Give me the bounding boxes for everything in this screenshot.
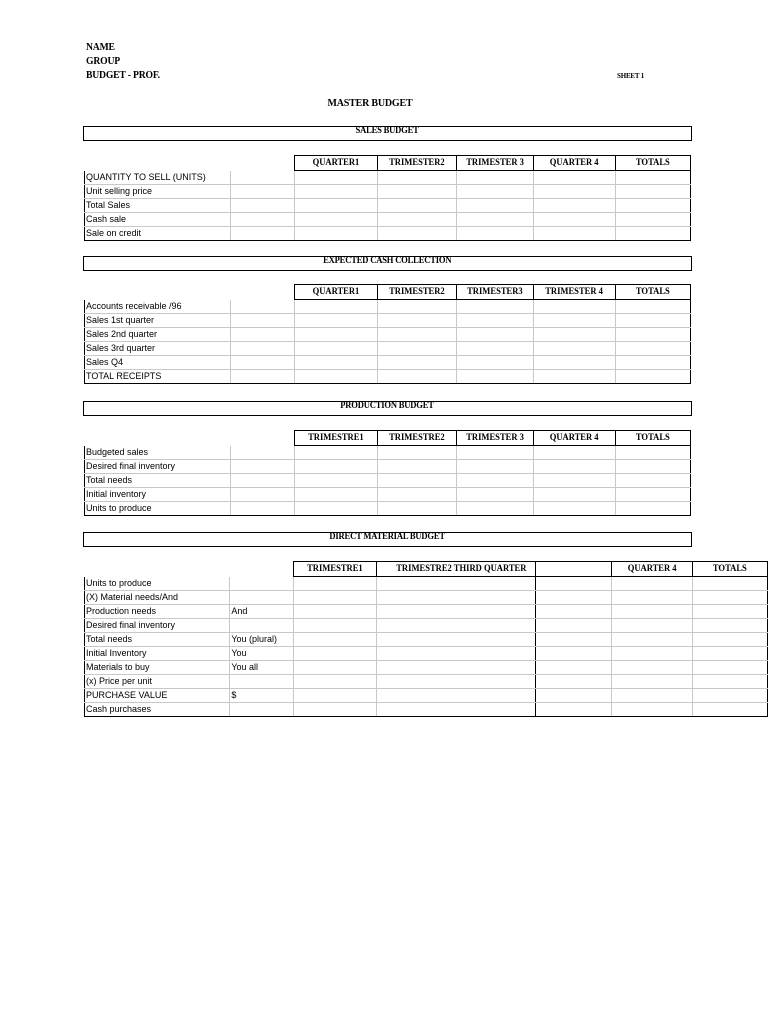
table-row	[85, 619, 768, 633]
value-cell[interactable]	[378, 213, 457, 227]
column-header-label: TRIMESTRE2 THIRD QUARTER	[396, 564, 527, 574]
row-note	[230, 577, 294, 591]
table-row	[85, 370, 691, 384]
table-row	[85, 647, 768, 661]
row-note	[231, 185, 295, 199]
row-label: Desired final inventory	[85, 619, 230, 633]
value-cell[interactable]	[534, 474, 616, 488]
value-cell[interactable]	[611, 647, 693, 661]
row-note	[231, 171, 295, 185]
column-header-label: TRIMESTER 3	[466, 433, 524, 443]
row-label: Cash purchases	[85, 703, 230, 717]
value-cell[interactable]	[376, 703, 535, 717]
value-cell[interactable]	[295, 227, 378, 241]
material-header-row	[85, 562, 768, 577]
value-cell[interactable]	[295, 328, 378, 342]
column-header	[457, 431, 534, 446]
value-cell[interactable]	[611, 577, 693, 591]
value-cell[interactable]	[294, 619, 377, 633]
table-row	[85, 227, 691, 241]
row-label: Total needs	[85, 474, 231, 488]
row-note	[231, 328, 295, 342]
column-header-label: TRIMESTRE1	[307, 564, 363, 574]
value-cell[interactable]	[378, 460, 457, 474]
production-budget-table	[84, 430, 691, 516]
value-cell[interactable]	[295, 300, 378, 314]
value-cell[interactable]	[378, 314, 457, 328]
row-note	[231, 488, 295, 502]
row-note	[231, 474, 295, 488]
table-row	[85, 446, 691, 460]
value-cell[interactable]	[534, 460, 616, 474]
value-cell[interactable]	[616, 314, 691, 328]
value-cell[interactable]	[535, 605, 611, 619]
column-header-label: TRIMESTER2	[389, 158, 445, 168]
column-header-label: TRIMESTER 3	[466, 158, 524, 168]
table-row	[85, 199, 691, 213]
table-row	[85, 213, 691, 227]
value-cell[interactable]	[616, 328, 691, 342]
row-label: QUANTITY TO SELL (UNITS)	[85, 171, 231, 185]
column-header	[378, 156, 457, 171]
row-label: Desired final inventory	[85, 460, 231, 474]
value-cell[interactable]	[693, 605, 768, 619]
column-header	[376, 562, 535, 577]
value-cell[interactable]	[534, 199, 616, 213]
direct-material-table	[84, 561, 768, 717]
row-label: Budgeted sales	[85, 446, 231, 460]
value-cell[interactable]	[457, 227, 534, 241]
table-row	[85, 488, 691, 502]
value-cell[interactable]	[535, 633, 611, 647]
value-cell[interactable]	[611, 675, 693, 689]
value-cell[interactable]	[295, 488, 378, 502]
column-header	[534, 285, 616, 300]
row-note	[231, 213, 295, 227]
row-label: Units to produce	[85, 502, 231, 516]
value-cell[interactable]	[535, 689, 611, 703]
table-row	[85, 502, 691, 516]
row-label: Sales 2nd quarter	[85, 328, 231, 342]
column-header	[616, 156, 691, 171]
value-cell[interactable]	[295, 460, 378, 474]
row-label: (x) Price per unit	[85, 675, 230, 689]
value-cell[interactable]	[294, 647, 377, 661]
value-cell[interactable]	[294, 605, 377, 619]
value-cell[interactable]	[295, 342, 378, 356]
value-cell[interactable]	[611, 703, 693, 717]
value-cell[interactable]	[535, 675, 611, 689]
row-label: Production needs	[85, 605, 230, 619]
value-cell[interactable]	[534, 488, 616, 502]
value-cell[interactable]	[378, 488, 457, 502]
value-cell[interactable]	[693, 647, 768, 661]
column-header-label: QUARTER 4	[550, 158, 599, 168]
value-cell[interactable]	[693, 661, 768, 675]
collection-header-row	[85, 285, 691, 300]
value-cell[interactable]	[295, 314, 378, 328]
value-cell[interactable]	[693, 703, 768, 717]
value-cell[interactable]	[294, 675, 377, 689]
row-label: Total needs	[85, 633, 230, 647]
value-cell[interactable]	[457, 446, 534, 460]
value-cell[interactable]	[611, 591, 693, 605]
column-header	[616, 285, 691, 300]
column-header-label: QUARTER 4	[627, 564, 677, 574]
row-note	[230, 619, 294, 633]
column-header	[457, 156, 534, 171]
value-cell[interactable]	[611, 605, 693, 619]
value-cell[interactable]	[378, 370, 457, 384]
row-note	[230, 675, 294, 689]
value-cell[interactable]	[457, 460, 534, 474]
value-cell[interactable]	[376, 619, 535, 633]
direct-material-title: DIRECT MATERIAL BUDGET	[329, 532, 446, 542]
blank-cell	[231, 285, 295, 300]
value-cell[interactable]	[616, 300, 691, 314]
value-cell[interactable]	[616, 370, 691, 384]
table-row	[85, 474, 691, 488]
value-cell[interactable]	[378, 199, 457, 213]
value-cell[interactable]	[693, 619, 768, 633]
cash-collection-table	[84, 284, 691, 384]
value-cell[interactable]	[295, 199, 378, 213]
sales-budget-title: SALES BUDGET	[355, 126, 420, 136]
table-row	[85, 314, 691, 328]
column-header-label: TOTALS	[636, 433, 670, 443]
column-header-label: TRIMESTER 4	[545, 287, 604, 297]
value-cell[interactable]	[376, 675, 535, 689]
row-label: PURCHASE VALUE	[85, 689, 230, 703]
value-cell[interactable]	[616, 356, 691, 370]
value-cell[interactable]	[376, 647, 535, 661]
value-cell[interactable]	[457, 370, 534, 384]
value-cell[interactable]	[534, 342, 616, 356]
value-cell[interactable]	[376, 689, 535, 703]
value-cell[interactable]	[295, 370, 378, 384]
value-cell[interactable]	[294, 703, 377, 717]
column-header	[534, 431, 616, 446]
value-cell[interactable]	[457, 488, 534, 502]
sales-header-row	[85, 156, 691, 171]
value-cell[interactable]	[457, 213, 534, 227]
table-row	[85, 661, 768, 675]
value-cell[interactable]	[457, 356, 534, 370]
column-header	[611, 562, 693, 577]
column-header	[693, 562, 768, 577]
value-cell[interactable]	[693, 689, 768, 703]
value-cell[interactable]	[378, 328, 457, 342]
table-row	[85, 185, 691, 199]
value-cell[interactable]	[378, 356, 457, 370]
row-label: (X) Material needs/And	[85, 591, 230, 605]
value-cell[interactable]	[294, 689, 377, 703]
row-label: Sales 3rd quarter	[85, 342, 231, 356]
blank-cell	[85, 431, 231, 446]
value-cell[interactable]	[295, 446, 378, 460]
value-cell[interactable]	[535, 619, 611, 633]
row-note	[231, 460, 295, 474]
value-cell[interactable]	[693, 633, 768, 647]
row-label: Accounts receivable /96	[85, 300, 231, 314]
value-cell[interactable]	[534, 300, 616, 314]
value-cell[interactable]	[457, 199, 534, 213]
value-cell[interactable]	[378, 474, 457, 488]
table-row	[85, 460, 691, 474]
name-label: NAME	[86, 42, 115, 53]
blank-cell	[231, 156, 295, 171]
value-cell[interactable]	[378, 171, 457, 185]
column-header-label: TRIMESTRE1	[308, 433, 364, 443]
column-header	[616, 431, 691, 446]
row-label: Materials to buy	[85, 661, 230, 675]
value-cell[interactable]	[295, 185, 378, 199]
production-header-row	[85, 431, 691, 446]
value-cell[interactable]	[457, 342, 534, 356]
value-cell[interactable]	[457, 474, 534, 488]
row-note	[231, 227, 295, 241]
value-cell[interactable]	[457, 502, 534, 516]
column-header-label: TRIMESTRE2	[389, 433, 445, 443]
sales-budget-table	[84, 155, 691, 241]
column-header	[295, 285, 378, 300]
value-cell[interactable]	[294, 591, 377, 605]
value-cell[interactable]	[611, 661, 693, 675]
table-row	[85, 328, 691, 342]
value-cell[interactable]	[616, 342, 691, 356]
direct-material-banner	[83, 532, 692, 547]
value-cell[interactable]	[693, 577, 768, 591]
value-cell[interactable]	[534, 328, 616, 342]
value-cell[interactable]	[294, 633, 377, 647]
row-note: $	[230, 689, 294, 703]
table-row	[85, 689, 768, 703]
value-cell[interactable]	[693, 675, 768, 689]
row-note: You all	[230, 661, 294, 675]
column-header	[378, 431, 457, 446]
value-cell[interactable]	[378, 342, 457, 356]
value-cell[interactable]	[535, 591, 611, 605]
value-cell[interactable]	[534, 502, 616, 516]
column-header	[295, 156, 378, 171]
column-header-label: QUARTER1	[312, 158, 360, 168]
value-cell[interactable]	[535, 703, 611, 717]
column-header	[295, 431, 378, 446]
value-cell[interactable]	[457, 185, 534, 199]
value-cell[interactable]	[457, 314, 534, 328]
row-label: TOTAL RECEIPTS	[85, 370, 231, 384]
column-header	[535, 562, 611, 577]
column-header-label: TRIMESTER3	[467, 287, 523, 297]
value-cell[interactable]	[693, 591, 768, 605]
value-cell[interactable]	[616, 171, 691, 185]
value-cell[interactable]	[378, 446, 457, 460]
blank-cell	[85, 285, 231, 300]
value-cell[interactable]	[616, 502, 691, 516]
value-cell[interactable]	[378, 227, 457, 241]
row-label: Sales Q4	[85, 356, 231, 370]
row-note	[231, 314, 295, 328]
value-cell[interactable]	[616, 446, 691, 460]
table-row	[85, 171, 691, 185]
column-header	[457, 285, 534, 300]
value-cell[interactable]	[611, 619, 693, 633]
blank-cell	[231, 431, 295, 446]
blank-cell	[230, 562, 294, 577]
value-cell[interactable]	[457, 171, 534, 185]
row-note	[231, 446, 295, 460]
production-budget-title: PRODUCTION BUDGET	[340, 401, 435, 411]
value-cell[interactable]	[535, 647, 611, 661]
budget-prof-label: BUDGET - PROF.	[86, 70, 160, 81]
value-cell[interactable]	[611, 689, 693, 703]
table-row	[85, 633, 768, 647]
value-cell[interactable]	[534, 227, 616, 241]
column-header	[534, 156, 616, 171]
value-cell[interactable]	[378, 300, 457, 314]
column-header-label: QUARTER 4	[550, 433, 599, 443]
table-row	[85, 356, 691, 370]
row-note: You	[230, 647, 294, 661]
value-cell[interactable]	[295, 356, 378, 370]
value-cell[interactable]	[534, 185, 616, 199]
value-cell[interactable]	[376, 633, 535, 647]
value-cell[interactable]	[535, 661, 611, 675]
table-row	[85, 300, 691, 314]
value-cell[interactable]	[378, 185, 457, 199]
row-note	[230, 591, 294, 605]
value-cell[interactable]	[376, 591, 535, 605]
value-cell[interactable]	[616, 185, 691, 199]
value-cell[interactable]	[376, 605, 535, 619]
row-label: Total Sales	[85, 199, 231, 213]
value-cell[interactable]	[295, 474, 378, 488]
table-row	[85, 605, 768, 619]
value-cell[interactable]	[616, 213, 691, 227]
value-cell[interactable]	[295, 171, 378, 185]
table-row	[85, 703, 768, 717]
value-cell[interactable]	[534, 314, 616, 328]
blank-cell	[85, 562, 230, 577]
row-label: Cash sale	[85, 213, 231, 227]
row-note	[231, 342, 295, 356]
value-cell[interactable]	[616, 199, 691, 213]
column-header-label: TRIMESTER2	[389, 287, 445, 297]
value-cell[interactable]	[378, 502, 457, 516]
row-label: Units to produce	[85, 577, 230, 591]
table-row	[85, 577, 768, 591]
row-label: Sale on credit	[85, 227, 231, 241]
value-cell[interactable]	[295, 213, 378, 227]
sales-budget-banner	[83, 126, 692, 141]
blank-cell	[85, 156, 231, 171]
value-cell[interactable]	[616, 460, 691, 474]
row-label: Initial inventory	[85, 488, 231, 502]
value-cell[interactable]	[376, 661, 535, 675]
column-header	[378, 285, 457, 300]
column-header-label: TOTALS	[636, 158, 670, 168]
value-cell[interactable]	[535, 577, 611, 591]
value-cell[interactable]	[616, 488, 691, 502]
value-cell[interactable]	[294, 577, 377, 591]
value-cell[interactable]	[534, 171, 616, 185]
row-label: Unit selling price	[85, 185, 231, 199]
row-note	[231, 199, 295, 213]
group-label: GROUP	[86, 56, 120, 67]
row-label: Sales 1st quarter	[85, 314, 231, 328]
row-note	[231, 300, 295, 314]
value-cell[interactable]	[616, 474, 691, 488]
value-cell[interactable]	[611, 633, 693, 647]
value-cell[interactable]	[534, 446, 616, 460]
cash-collection-title: EXPECTED CASH COLLECTION	[323, 256, 452, 266]
row-note: You (plural)	[230, 633, 294, 647]
value-cell[interactable]	[294, 661, 377, 675]
value-cell[interactable]	[534, 370, 616, 384]
value-cell[interactable]	[295, 502, 378, 516]
row-note	[231, 502, 295, 516]
row-note	[230, 703, 294, 717]
master-budget-title: MASTER BUDGET	[327, 98, 413, 109]
column-header	[294, 562, 377, 577]
column-header-label: TOTALS	[636, 287, 670, 297]
table-row	[85, 342, 691, 356]
row-note: And	[230, 605, 294, 619]
row-note	[231, 356, 295, 370]
value-cell[interactable]	[534, 213, 616, 227]
value-cell[interactable]	[616, 227, 691, 241]
value-cell[interactable]	[534, 356, 616, 370]
cash-collection-banner	[83, 256, 692, 271]
table-row	[85, 675, 768, 689]
value-cell[interactable]	[376, 577, 535, 591]
column-header-label: TOTALS	[713, 564, 748, 574]
row-label: Initial Inventory	[85, 647, 230, 661]
column-header-label: QUARTER1	[312, 287, 360, 297]
sheet-number: SHEET 1	[617, 72, 645, 80]
table-row	[85, 591, 768, 605]
value-cell[interactable]	[457, 328, 534, 342]
value-cell[interactable]	[457, 300, 534, 314]
row-note	[231, 370, 295, 384]
production-budget-banner	[83, 401, 692, 416]
